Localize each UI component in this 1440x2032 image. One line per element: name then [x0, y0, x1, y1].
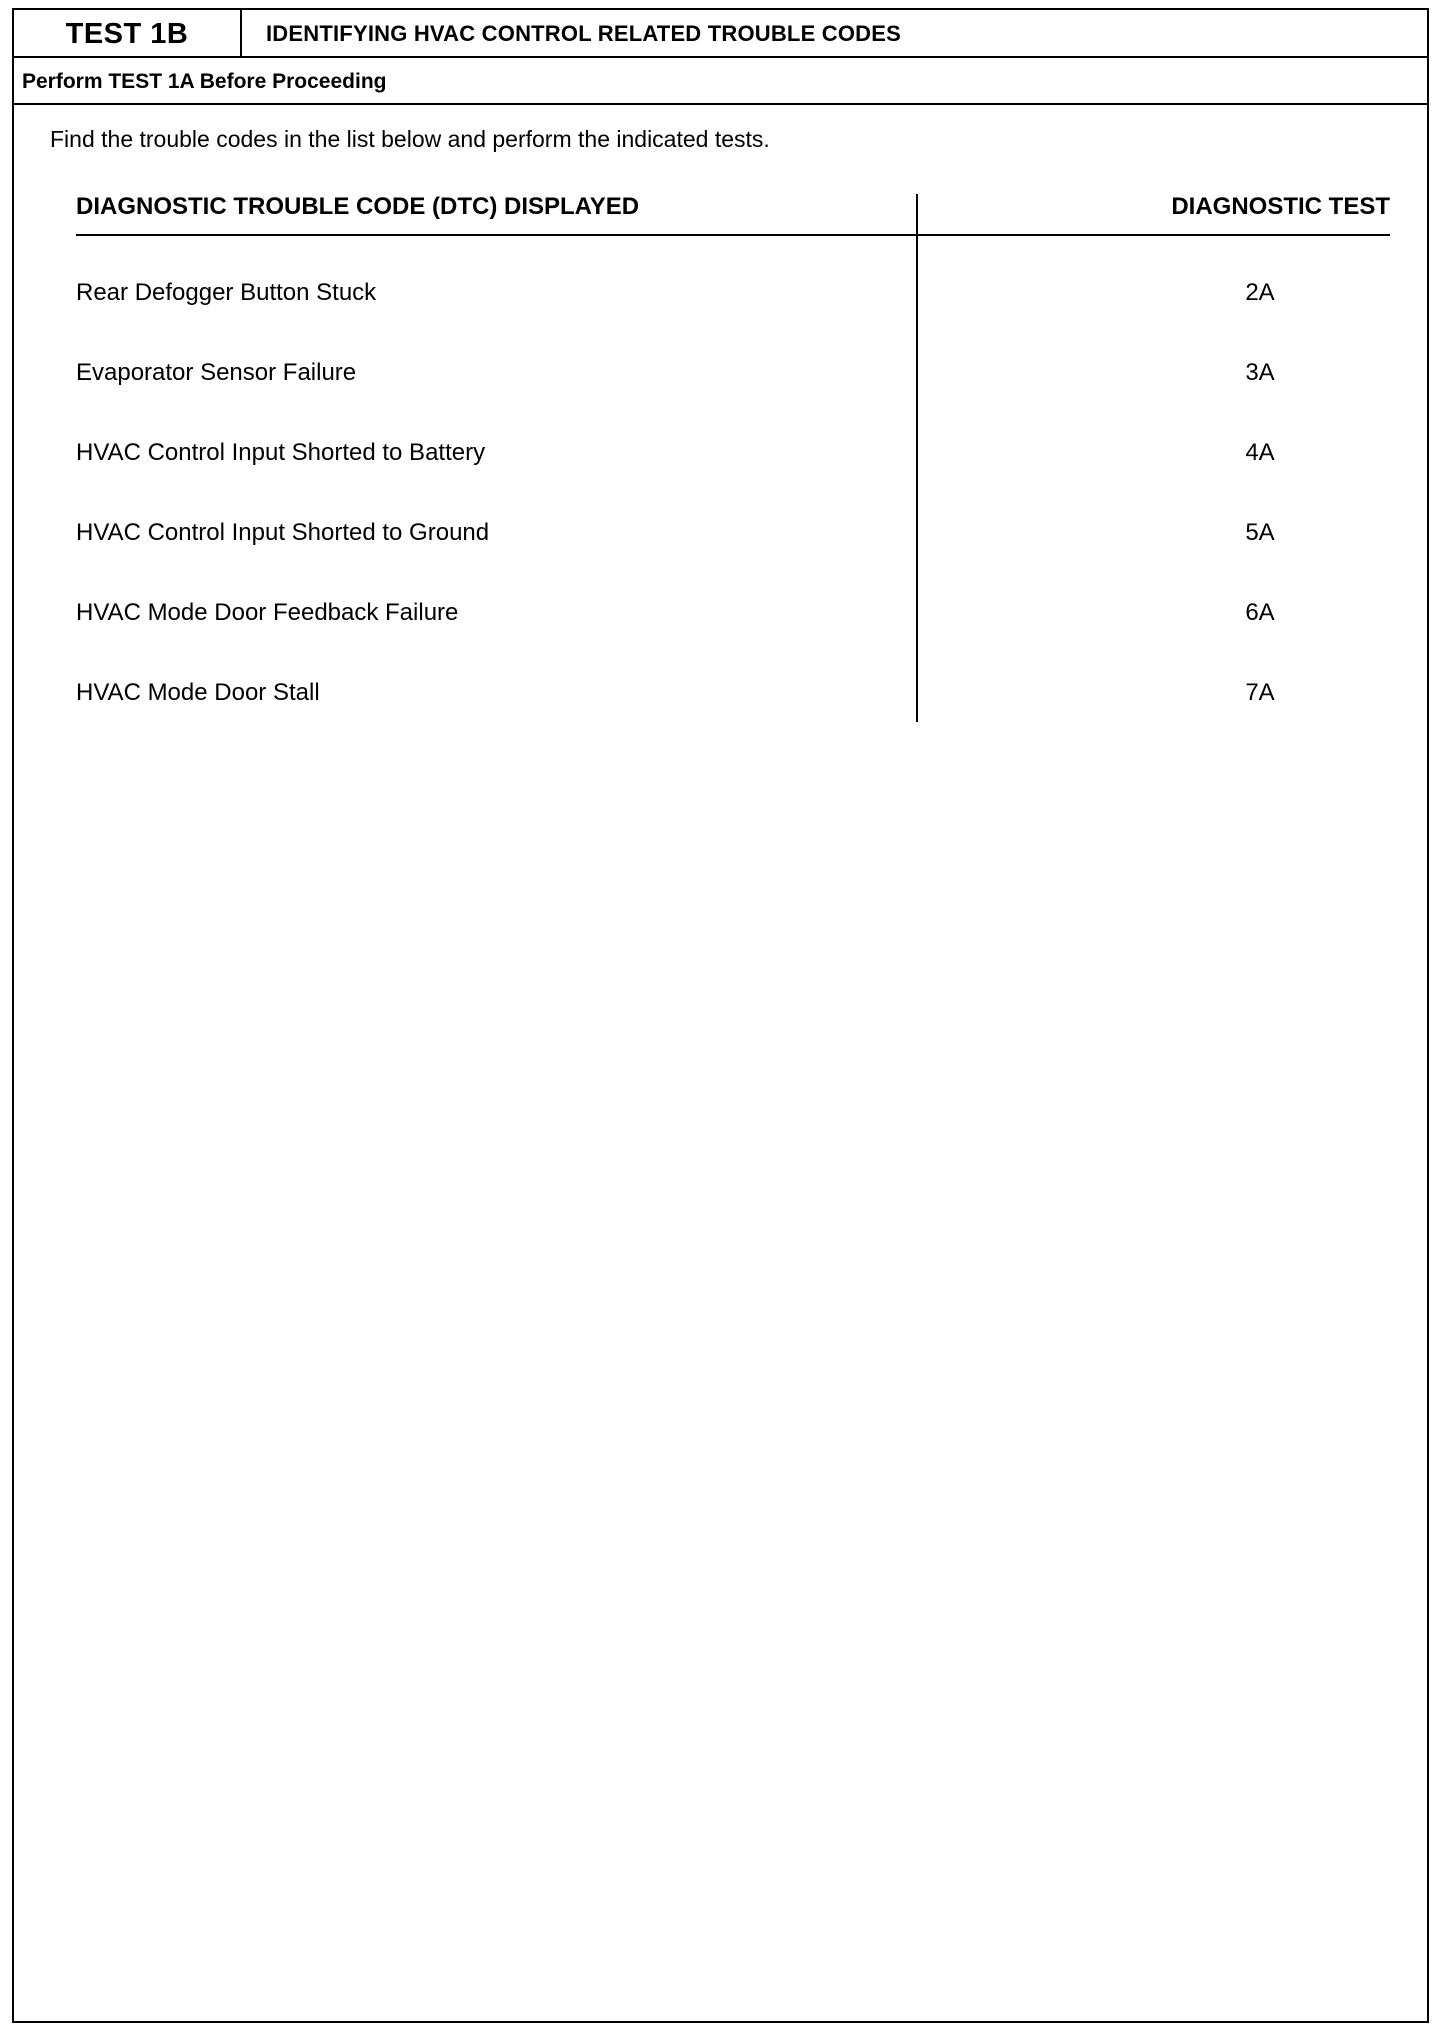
header-underline — [76, 234, 1390, 236]
column-header-dtc: DIAGNOSTIC TROUBLE CODE (DTC) DISPLAYED — [76, 193, 640, 220]
dtc-description: HVAC Control Input Shorted to Ground — [76, 519, 490, 546]
dtc-description: HVAC Mode Door Stall — [76, 679, 320, 706]
instruction-text: Find the trouble codes in the list below and perform the indicated tests. — [50, 126, 770, 152]
diagnostic-test-id: 4A — [1245, 439, 1275, 466]
table-row — [76, 436, 1390, 470]
dtc-description: Rear Defogger Button Stuck — [76, 279, 377, 306]
table-row — [76, 676, 1390, 710]
table-row — [76, 596, 1390, 630]
test-label: TEST 1B — [14, 10, 242, 58]
subheader-row — [14, 58, 1427, 105]
diagnostic-test-id: 2A — [1245, 279, 1275, 306]
table-row — [76, 516, 1390, 550]
dtc-description: HVAC Mode Door Feedback Failure — [76, 599, 459, 626]
page-title: IDENTIFYING HVAC CONTROL RELATED TROUBLE CODES — [266, 21, 901, 46]
table-row — [76, 276, 1390, 310]
diagnostic-test-id: 7A — [1245, 679, 1275, 706]
document-frame — [12, 8, 1429, 2023]
dtc-description: HVAC Control Input Shorted to Battery — [76, 439, 486, 466]
prerequisite-note: Perform TEST 1A Before Proceeding — [22, 70, 387, 93]
diagnostic-test-id: 6A — [1245, 599, 1275, 626]
diagnostic-test-id: 5A — [1245, 519, 1275, 546]
header-row — [14, 10, 1427, 58]
diagnostic-test-id: 3A — [1245, 359, 1275, 386]
dtc-description: Evaporator Sensor Failure — [76, 359, 357, 386]
table-row — [76, 356, 1390, 390]
column-header-test: DIAGNOSTIC TEST — [1171, 193, 1390, 220]
